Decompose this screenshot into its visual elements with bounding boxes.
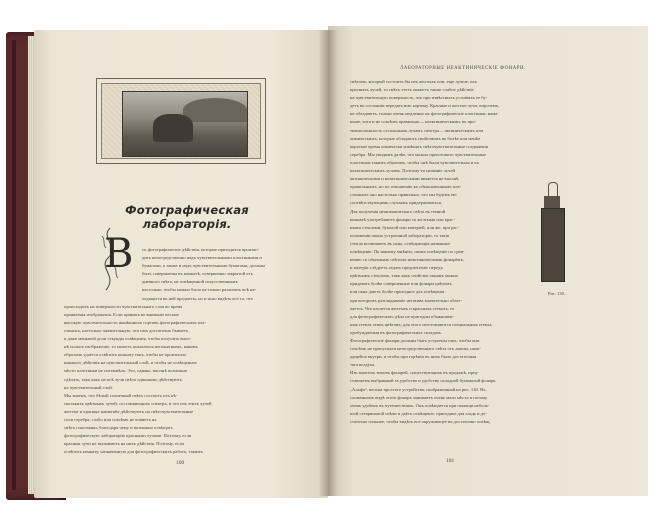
text-line: ненiю съ обычнымъ свѣтомъ неактиническимъ фонарёмъ, [350, 257, 464, 263]
text-line: неактиническимъ лучамъ. Поэтому-то названiе лучей [350, 168, 455, 174]
drop-cap: В [104, 231, 134, 277]
text-line: желтые и красные наименѣе дѣйствуютъ на свѣточувствительные [64, 408, 194, 414]
text-line: сколькихъ цвѣтныхъ лучей, составляющихъ спектръ, и что изъ этихъ лучей [64, 400, 212, 406]
text-line: чается. Что касается желтыхъ и красныхъ стеколъ, то [350, 305, 455, 311]
left-body-text [64, 246, 304, 456]
text-line: Изъ многихъ типовъ фонарей, существующихъ въ продажѣ, пред- [350, 370, 479, 376]
text-line: для фотографическаго дѣла не пригодны обыкновен- [350, 313, 454, 319]
lantern-body [541, 208, 565, 282]
text-line: мѣсто пластинки не потемнѣло. Это, однако, вполнѣ возможно [64, 368, 188, 374]
figure-caption: Рис. 130. [548, 291, 566, 296]
text-line: придавать болѣе совершенные или фонари цвѣтомъ [350, 281, 452, 287]
text-line: свѣтъ пластинки, благодаря чему и возможно освѣщать [64, 425, 173, 431]
text-line: пластинки такимъ образомъ, чтобы онѣ были чувствительны и къ [350, 159, 479, 165]
lantern-handle [548, 182, 558, 197]
text-line: ньше, хотя и не совсѣмъ правильно— неактиническими, въ про- [350, 119, 477, 125]
text-line: соотвѣтствующимъ случаямъ придерживаться. [350, 200, 442, 206]
right-page-number: 101 [446, 458, 455, 464]
text-line: положенiи оконъ устроенной лабораторiи, то такiя [350, 232, 450, 238]
text-line: красныя лучи не вызываютъ на нихъ дѣйствiя. Поэтому, если [64, 441, 184, 447]
text-line: сложенномъ видѣ этотъ фонарь занимаетъ очень мало мѣста и потому [350, 394, 488, 400]
text-line: комнатѣ употребляютъ фонари съ желтыми или крас- [350, 216, 455, 222]
lantern-figure [536, 182, 568, 286]
text-line: съ фотографическiе дѣйствiя, которые приходится произво- [142, 247, 260, 252]
text-line: стекла вставляютъ въ окна, освѣщающiя названное [350, 240, 451, 246]
ornamental-border [101, 83, 261, 159]
text-line: цвѣтнымъ стекломъ, такъ какъ свойства окнамъ можно [350, 273, 459, 279]
left-page-number: 100 [176, 460, 185, 466]
text-line: шой стеариновой свѣчи и даётъ освѣщенiе, пригодное для гладь и до- [350, 410, 487, 416]
text-line: детъ въ состоянiи передать всю картину. Красные и желтые лучи, впрочемъ, [350, 103, 500, 109]
text-line: химическимъ, которые обладаютъ свойствомъ въ болѣе или менѣе [350, 135, 481, 141]
text-line: свѣтомъ, который состоитъ бы изъ желтыхъ или, еще лучше, изъ [350, 79, 477, 84]
text-line: стинокъ, настолько значительную, что имъ достаточно бываетъ [64, 327, 189, 333]
text-line: или окна даютъ болѣе пригодное для освѣщенiя [350, 289, 445, 295]
text-line: очень удобенъ въ путешествiяхъ. Онъ освѣщается при помощи неболь- [350, 402, 490, 408]
text-line: серебра. Мы увидимъ далѣе, что можно приготовить чувствительные [350, 151, 487, 157]
running-header: ЛАБОРАТОРНЫЕ НЕАКТИНИЧЕСКІЕ ФОНАРИ. [400, 66, 526, 71]
text-line: происходитъ на поверхности чувствительнаго слоя во время [64, 303, 183, 309]
text-line: „Альфа“, весьма простого устройства, изображенный на рис. 130. Въ [350, 386, 486, 392]
text-line: Для полученiя неактиническаго свѣта въ темной [350, 208, 446, 214]
text-line: дить непосредственно надъ чувствительными пластинками и [142, 255, 262, 261]
text-line: нѣ полное изображенiе, то можетъ показаться непонятнымъ, какимъ [64, 344, 198, 350]
text-line: сдѣлать, такъ какъ не всѣ лучи свѣта одинаково дѣйствуютъ [64, 376, 182, 382]
text-line: бумагами, а также и надъ чувствительными бумагами, должны [142, 263, 266, 269]
text-line: ставляемъ выбранный за удобство и удобству складной бумажный фонарь [350, 378, 496, 384]
chapter-title: Фотографическая лабораторія. [125, 203, 249, 231]
text-line: Фотографическiе фонари должны быть устроены такъ, чтобы они [350, 338, 480, 343]
text-line: освѣтить комнату, назначенную для фотографическихъ работъ, такимъ [64, 449, 203, 455]
text-line: дневного свѣта, не освѣщенной искусственнымъ [142, 279, 238, 285]
text-line: ныя стекла этихъ цвѣтовъ; для этого изготовляются специальныя стекла, [350, 321, 493, 327]
text-line: на чувствительный слой. [64, 384, 113, 390]
text-line: пробуждаемыя въ фотографическихъ складахъ. [350, 329, 443, 335]
right-body-text [350, 78, 642, 426]
haystack-photo [122, 91, 248, 157]
text-line: образомъ удаётся освѣтить комнату такъ, чтобы не произошло [64, 352, 187, 358]
text-line: настолько, чтобы можно было не только различать всѣ на- [142, 287, 257, 293]
text-line: проявленiя изображенiя. Если принять во вниманiе весьма [64, 311, 179, 317]
text-line: высокую чувствительность нынѣшнихъ сортовъ фотографическихъ пла- [64, 319, 206, 325]
text-line: на чувствительную поверхность, что при извѣстныхъ условiяхъ ее бу- [350, 95, 488, 101]
text-line: ходящiеся въ ней предметы, но и ясно видѣть все то, что [142, 295, 253, 301]
text-line: Мы знаемъ, что бѣлый солнечный свѣтъ состоитъ изъ нѣ- [64, 392, 178, 398]
text-line: совсѣмъ не пропускали непосредственнаго свѣта отъ лампы, нахо- [350, 346, 481, 352]
text-line: помѣщенiе. По нашему мнѣнiю, оконъ освѣщенiе по срав- [350, 248, 465, 254]
text-line: дящейся внутри, и чтобы при горѣнiи въ нихъ было достаточная [350, 354, 477, 360]
text-line: никакого дѣйствiя на чувствительный слой, и чтобы не освѣщенное [64, 360, 198, 366]
text-line: стинкамъ оно настолько правильно, что мы будемъ ею [350, 192, 457, 198]
header-illustration-frame [96, 78, 266, 164]
cover-binding [12, 40, 16, 490]
book-gutter [318, 30, 338, 496]
text-line: соли серебра, слабо или совсѣмъ не вліяютъ на [64, 416, 157, 422]
text-line: актиническими и неактиническими является не вполнѣ [350, 176, 459, 182]
text-line: короткое время химически измѣнять свѣточувствительные соединенiя [350, 143, 488, 149]
text-line: и матерiи слѣдуетъ отдать предпочтенiе передъ [350, 265, 443, 271]
text-line: тяга воздуха. [350, 362, 376, 368]
hill-shape [183, 98, 247, 122]
text-line: не обладаютъ, только очень медленно на фотографическiе пластинки, нама- [350, 111, 499, 117]
text-line: ными стеклами, бумагой или матерiей, или же, при рас- [350, 224, 459, 230]
text-line: правильнымъ, но по отношенiю къ обыкновеннымъ пла- [350, 184, 462, 190]
text-line: тивоположность остальнымъ лучамъ спектра— актиническимъ или [350, 127, 484, 133]
text-line: красныхъ лучей, то свѣтъ этотъ окажетъ также слабое дѣйствiе [350, 87, 474, 93]
text-line: и даже меньшей доли секунды освѣщенiя, чтобы получить впол- [64, 336, 192, 342]
text-line: статочно сильное, чтобы видѣть все окружающее въ достаточно освѣщ. [350, 418, 491, 424]
text-line: фотографическую лабораторію красными лучами. Поэтому, если [64, 433, 192, 439]
text-line: быть совершаемы въ комнатѣ, совершенно закрытой отъ [142, 271, 253, 277]
hay-cart-shape [153, 114, 193, 142]
text-line: при которомъ разглядыванiе негатива значительно облег- [350, 297, 463, 303]
